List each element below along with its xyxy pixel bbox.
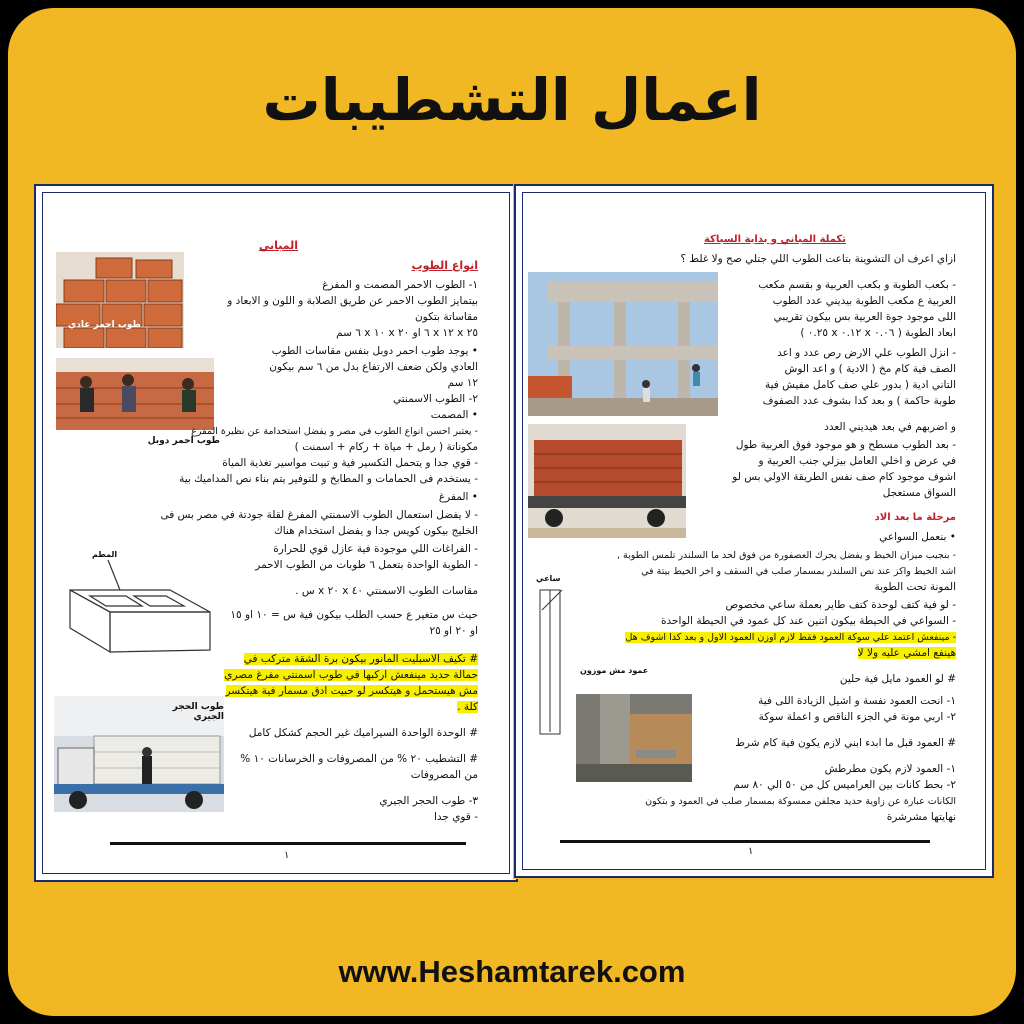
left-line: - يعتبر احسن انواع الطوب في مصر و يفضل استخدامة عن نظيرة المفرغ	[191, 426, 478, 437]
right-line: - بكعب الطوبة و بكعب العربية و بقسم مكعب	[758, 279, 956, 291]
left-line: - الطوبة الواحدة بتعمل ٦ طوبات من الطوب الاحمر	[255, 559, 478, 571]
right-line: - لو فية كتف لوحدة كتف طاير بعملة ساعي مخصوص	[725, 599, 956, 611]
building-illustration	[528, 272, 718, 416]
right-line: الكانات عبارة عن زاوية حديد مجلفن ممسوكة بمسمار صلب في العمود و بتكون	[645, 796, 956, 807]
right-line: اشوف موجود كام صف نفس الطريقة الاولي بس لو	[732, 471, 956, 483]
building-construction-photo	[528, 272, 718, 416]
right-line: التاني ادية ( بدور علي صف كامل مفيش فية	[764, 379, 956, 391]
right-line: العربية ع مكعب الطوبة بيديني عدد الطوب	[772, 295, 956, 307]
left-line: ١- الطوب الاحمر المصمت و المفرغ	[322, 279, 478, 291]
limestone-truck-photo	[54, 696, 224, 812]
right-page-rule	[560, 840, 930, 843]
diagram-label-top: المطم	[92, 550, 118, 559]
left-line: او ٢٠ او ٢٥	[429, 625, 478, 637]
right-highlight-line: - مينفعش اعتمد علي سوكة العمود فقط لازم اوزن العمود الاول و بعد كدا اشوف هل	[625, 632, 956, 643]
left-line: من المصروفات	[410, 769, 478, 781]
red-brick-photo	[56, 252, 184, 348]
left-line: - قوي جدا	[433, 811, 478, 823]
left-line: ٢٥ x ١٢ x ٦ او ٢٠ x ١٠ x ٦ سم	[336, 327, 478, 339]
left-line: بيتمايز الطوب الاحمر عن طريق الصلابة و اللون و الابعاد و	[227, 295, 478, 307]
workers-illustration	[56, 358, 214, 430]
limestone-photo-label: طوب الحجر الجيري	[172, 702, 224, 722]
left-line: ٢- الطوب الاسمنتي	[392, 393, 478, 405]
right-line: - السواعي في الحيطة بيكون اتنين عند كل عمود في الحيطة الواحدة	[661, 615, 956, 627]
right-line: و اضربهم في بعد هيديني العدد	[824, 421, 956, 433]
column-illustration	[576, 694, 692, 782]
right-line: ١- العمود لازم يكون مطرطش	[824, 763, 956, 775]
right-line: اللى موجود جوة العربية بس بيكون تقريبي	[773, 311, 956, 323]
right-page-heading: تكملة المباني و بداية السباكة	[703, 234, 846, 245]
left-highlight-line: كلة .	[457, 701, 478, 713]
brick-truck-photo	[528, 424, 686, 538]
left-line: مقاسات الطوب الاسمنتي ٤٠ x ٢٠ x س .	[295, 585, 478, 597]
right-line: ابعاد الطوبة ( ٠.٠٦ x ٠.١٢ x ٠.٢٥ )	[800, 327, 956, 339]
left-document-page	[34, 184, 518, 882]
plumb-line-drawing	[532, 570, 580, 736]
right-line: ٢- بحط كانات بين العراميس كل من ٥٠ الي ٨٠ سم	[733, 779, 956, 791]
left-line: - يستخدم فى الحمامات و المطابخ و للتوفير يتم بناء نص المداميك بية	[179, 473, 478, 485]
right-line: الصف فية كام مخ ( الادية ) و اعد الوش	[784, 363, 956, 375]
left-line: • المفرغ	[438, 491, 478, 503]
right-line: # لو العمود مايل فية حلين	[839, 673, 956, 685]
workers-brick-photo	[56, 358, 214, 430]
poster-frame	[8, 8, 1016, 1016]
red-brick-illustration	[56, 252, 184, 348]
right-line: اشد الخيط واكز عند نص السلندر بمسمار صلب في السقف و اخر الخيط بيتة في	[641, 566, 956, 577]
right-line: طوبة حاكمة ) و بعد كدا بشوف عدد الصفوف	[762, 395, 956, 407]
plumb-line-diagram	[532, 570, 580, 736]
left-line: حيث س متغير ع حسب الطلب بيكون فية س = ١٠ او ١٥	[230, 609, 478, 621]
left-line: - لا يفضل استعمال الطوب الاسمنتي المفرغ لقلة جودتة في مصر بس فى	[160, 509, 478, 521]
right-page-question: ازاي اعرف ان التشوينة بتاعت الطوب اللي جتلي صح ولا غلط ؟	[680, 253, 956, 265]
hollow-block-drawing	[50, 550, 228, 668]
column-diagram-label: عمود مش موزون	[580, 666, 649, 675]
right-line: المونة تحت الطوبة	[874, 581, 956, 593]
left-page-number: ١	[284, 850, 290, 861]
right-line: السواق مستعجل	[882, 487, 956, 499]
left-highlight-line: مش هيستحمل و هيتكسر لو حبيت ادق مسمار فية هيتكسر	[225, 685, 478, 697]
left-line: مكوناتة ( رمل + مياة + ركام + اسمنت )	[294, 441, 478, 453]
brick-truck-illustration	[528, 424, 686, 538]
right-line: • بنعمل السواعي	[879, 531, 956, 543]
left-line: - الفراغات اللي موجودة فية عازل قوي للحرارة	[273, 543, 478, 555]
left-line: • يوجد طوب احمر دوبل بنفس مقاسات الطوب	[271, 345, 478, 357]
hollow-block-diagram	[50, 550, 228, 668]
left-line: # الوحدة الواحدة السيراميك غير الحجم كشكل كامل	[248, 727, 478, 739]
left-line: ١٢ سم	[447, 377, 478, 389]
left-page-heading: المباني	[258, 239, 298, 252]
left-line: # التشطيب ٢٠ % من المصروفات و الخرسانات ١٠ %	[240, 753, 478, 765]
right-line: # العمود قبل ما ابدء ابني لازم يكون فية كام شرط	[735, 737, 956, 749]
left-page-rule	[110, 842, 466, 845]
left-highlight-line: # تكيف الاسبليت المانور بيكون برة الشقة متركب في	[243, 653, 478, 665]
left-line: مقاساتة بتكون	[414, 311, 478, 323]
website-footer[interactable]: www.Heshamtarek.com	[338, 954, 686, 989]
poster-title: اعمال التشطيبات	[262, 66, 762, 134]
left-line: ٣- طوب الحجر الجيري	[379, 795, 478, 807]
left-line: - قوي جدا و يتحمل التكسير فية و تبيت مواسير تغذية المياة	[222, 457, 478, 469]
right-line: نهايتها مشرشرة	[886, 811, 956, 823]
double-brick-label: طوب احمر دوبل	[147, 436, 220, 446]
column-photo	[576, 694, 692, 782]
right-line: - بعد الطوب مسطح و هو موجود فوق العربية طول	[735, 439, 956, 451]
plumb-diagram-label: ساعي	[536, 574, 561, 583]
right-line: - انزل الطوب علي الارض رص عدد و اعد	[777, 347, 956, 359]
right-page-number: ١	[748, 846, 754, 857]
right-line: ٢- اربي مونة في الجزء الناقص و اعملة سوكة	[758, 711, 956, 723]
right-line: - بنجيب ميزان الخيط و يفضل يحرك العصفورة من فوق لحد ما السلندر تلمس الطوبة ,	[617, 550, 956, 561]
left-line: الخليج بيكون كويس جدا و يفضل استخدام هناك	[274, 525, 478, 537]
left-page-subheading: انواع الطوب	[411, 259, 478, 272]
right-line: في عرض و اخلي العامل بيزلي جنب العربية و	[758, 455, 956, 467]
red-brick-photo-label: طوب احمر عادي	[68, 320, 142, 330]
left-highlight-line: حمالة حديد مينفعش اركبها في طوب اسمنتي مفرغ مصري	[224, 669, 478, 681]
left-line: • المصمت	[430, 409, 478, 421]
right-section-heading: مرحلة ما بعد الاد	[874, 512, 956, 523]
right-line: ١- انحت العمود نفسة و اشيل الزيادة اللى فية	[758, 695, 956, 707]
right-document-page	[514, 184, 994, 878]
left-line: العادي ولكن ضعف الارتفاع بدل من ٦ سم بيكون	[269, 361, 478, 373]
right-highlight-line: هينفع امشي عليه ولا لا	[857, 647, 956, 659]
